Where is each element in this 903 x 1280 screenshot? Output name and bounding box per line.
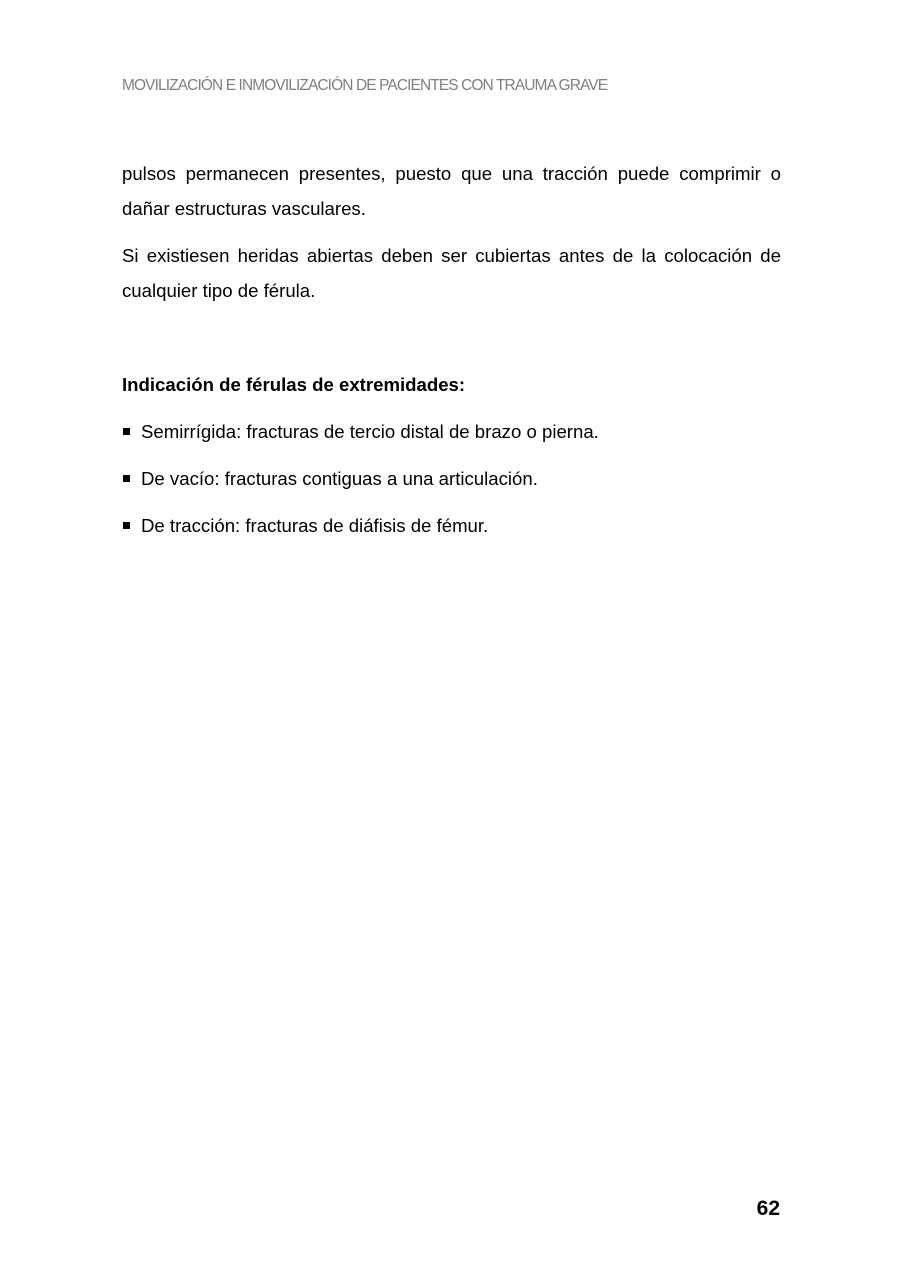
square-bullet-icon [123, 522, 130, 529]
body-paragraph: pulsos permanecen presentes, puesto que una tracción puede comprimir o dañar estructuras vasculares. [122, 163, 781, 219]
body-paragraph: Si existiesen heridas abiertas deben ser cubiertas antes de la colocación de cualquier tipo de férula. [122, 245, 781, 301]
square-bullet-icon [123, 475, 130, 482]
page-number: 62 [756, 1197, 780, 1220]
page-content [122, 156, 781, 536]
running-header: MOVILIZACIÓN E INMOVILIZACIÓN DE PACIENTES CON TRAUMA GRAVE [122, 77, 608, 94]
list-item-text: De vacío: fracturas contiguas a una articulación. [141, 468, 538, 489]
list-item [122, 461, 781, 496]
list-item-text: De tracción: fracturas de diáfisis de fémur. [141, 515, 489, 536]
list-item [122, 508, 781, 543]
bullet-list [122, 414, 781, 555]
list-item-text: Semirrígida: fracturas de tercio distal de brazo o pierna. [141, 421, 599, 442]
section-heading: Indicación de férulas de extremidades: [122, 374, 466, 395]
square-bullet-icon [123, 428, 130, 435]
list-item [122, 414, 781, 449]
